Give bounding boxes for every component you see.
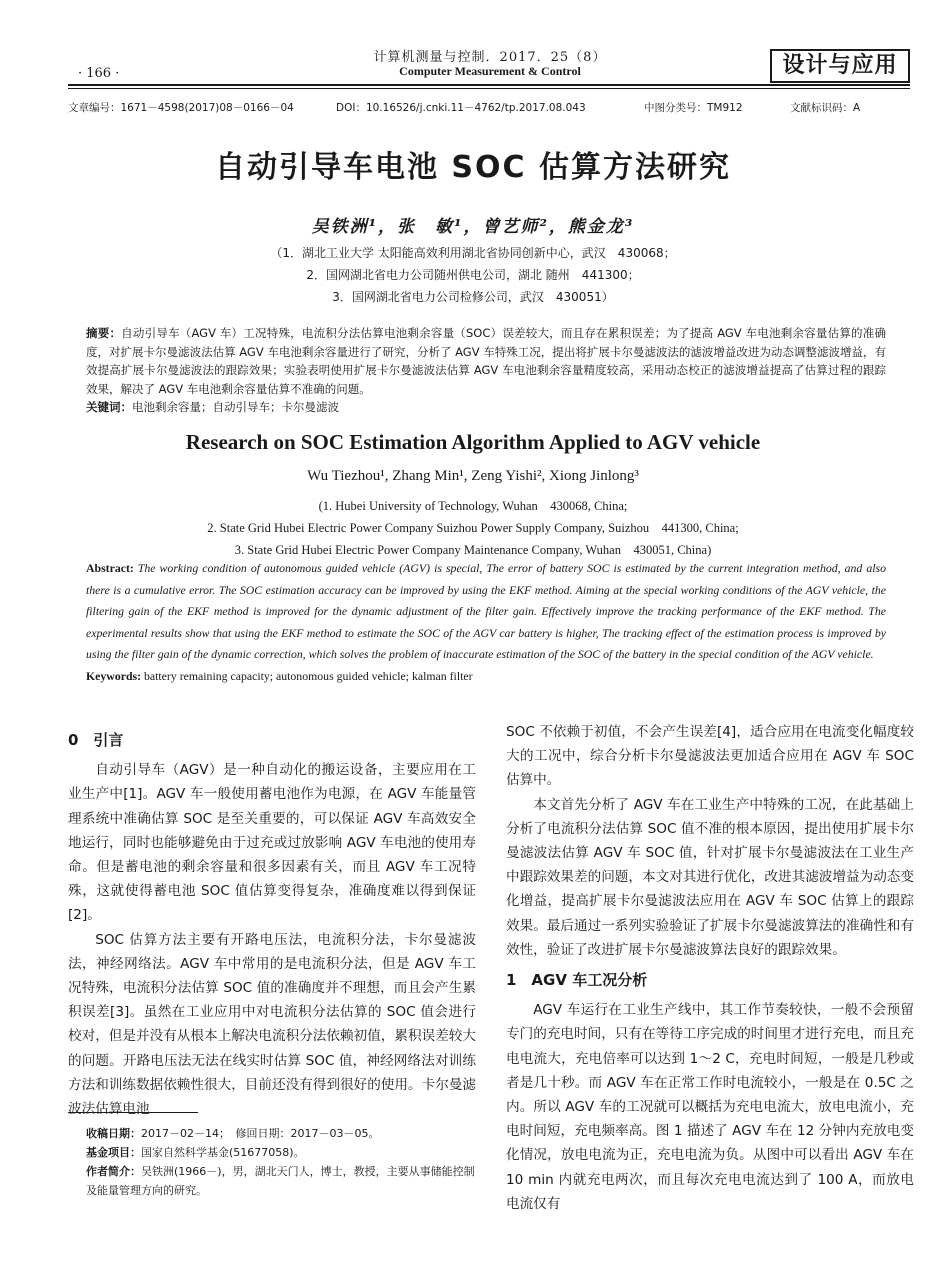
- keywords-zh-label: 关键词：: [86, 400, 132, 415]
- fund-info: 基金项目：国家自然科学基金(51677058)。: [86, 1146, 305, 1159]
- abstract-zh: [86, 324, 886, 417]
- body-paragraph: 自动引导车（AGV）是一种自动化的搬运设备，主要应用在工业生产中[1]。AGV 车一般使用蓄电池作为电源，在 AGV 车能量管理系统中准确估算 SOC 是至关重要的，可以保证 AGV 车高效安全地运行，同时也能够避免由于过充或过放影响 AGV 车电池的使用寿命。但是蓄电池的剩余容量和很多因素有关，而且 AGV 车工况特殊，这就使得蓄电池 SOC 值估算变得复杂，准确度难以得到保证[2]。: [68, 762, 476, 924]
- affiliation-en-3: 3. State Grid Hubei Electric Power Company Maintenance Company, Wuhan 430051, China): [234, 543, 712, 557]
- keywords-en: battery remaining capacity; autonomous guided vehicle; kalman filter: [141, 668, 473, 683]
- keywords-en-label: Keywords:: [86, 668, 142, 683]
- body-paragraph: SOC 不依赖于初值，不会产生误差[4]，适合应用在电流变化幅度较大的工况中，综合分析卡尔曼滤波法更加适合应用在 AGV 车 SOC 估算中。: [506, 724, 914, 789]
- affiliation-zh-1: （1．湖北工业大学 太阳能高效利用湖北省协同创新中心，武汉 430068；: [270, 246, 676, 260]
- clc-number: 中图分类号：TM912: [644, 102, 743, 114]
- abstract-zh-label: 摘要：: [86, 326, 122, 340]
- section-heading-1: 1 AGV 车工况分析: [506, 971, 648, 990]
- left-column: [68, 728, 476, 1121]
- footnotes: [86, 1124, 480, 1200]
- doi: DOI：10.16526/j.cnki.11－4762/tp.2017.08.043: [336, 102, 586, 114]
- received-date: 收稿日期：2017－02－14； 修回日期：2017－03－05。: [86, 1127, 380, 1140]
- abstract-en: [86, 558, 886, 687]
- author-bio: 作者简介：吴铁洲(1966－)，男，湖北天门人，博士，教授，主要从事储能控制及能量管理方向的研究。: [86, 1165, 475, 1197]
- body-paragraph: SOC 估算方法主要有开路电压法，电流积分法，卡尔曼滤波法，神经网络法。AGV 车中常用的是电流积分法，但是 AGV 车工况特殊，电流积分法估算 SOC 值的准确度并不理想，而且会产生累积误差[3]。虽然在工业应用中对电流积分法估算的 SOC 值会进行校对，但是并没有从根本上解决电流积分法依赖初值，累积误差较大的问题。开路电压法无法在线实时估算 SOC 值，神经网络法对训练方法和训练数据依赖性很大，目前还没有得到很好的使用。卡尔曼滤波法估算电池: [68, 931, 476, 1118]
- abstract-en-text: The working condition of autonomous guided vehicle (AGV) is special, The error of battery SOC is estimated by the current integration method, and also there is a cumulative error. The SOC estimation accuracy can be improved by using the EKF method. Aiming at the special working conditions of the AGV vehicle, the filtering gain of the EKF method is improved for the dynamic adjustment of the filter gain. Effectively improve the tracking performance of the EKF method. The experimental results show that using the EKF method to estimate the SOC of the AGV car battery is higher, The tracking effect of the estimation process is improved by using the filter gain of the dynamic correction, which solves the problem of inaccurate estimation of the SOC of the battery in the special condition of the AGV vehicle.: [86, 561, 886, 661]
- footnote-rule: [68, 1112, 198, 1113]
- authors-zh: 吴铁洲¹，张 敏¹，曾艺师²，熊金龙³: [311, 217, 635, 237]
- abstract-en-label: Abstract:: [86, 561, 134, 575]
- header-rule: [68, 84, 910, 86]
- affiliation-zh-2: 2．国网湖北省电力公司随州供电公司，湖北 随州 441300；: [306, 268, 640, 282]
- section-badge: 设计与应用: [770, 49, 910, 83]
- journal-title-en: Computer Measurement & Control: [399, 64, 581, 78]
- journal-title-zh: 计算机测量与控制．2017．25（8）: [373, 50, 607, 65]
- affiliation-en-1: (1. Hubei University of Technology, Wuhan 430068, China;: [318, 499, 628, 513]
- keywords-zh: 电池剩余容量；自动引导车；卡尔曼滤波: [132, 400, 339, 415]
- affiliation-en-2: 2. State Grid Hubei Electric Power Company Suizhou Power Supply Company, Suizhou 441300, China;: [207, 521, 739, 535]
- right-column: [506, 720, 914, 1216]
- section-heading-0: 0 引言: [68, 731, 124, 749]
- page-number: · 166 ·: [78, 66, 120, 81]
- abstract-zh-text: 自动引导车（AGV 车）工况特殊，电流积分法估算电池剩余容量（SOC）误差较大，而且存在累积误差；为了提高 AGV 车电池剩余容量估算的准确度，对扩展卡尔曼滤波法估算 AGV 车电池剩余容量进行了研究，分析了 AGV 车特殊工况，提出将扩展卡尔曼滤波法的滤波增益改进为动态调整滤波增益，有效提高扩展卡尔曼滤波法的跟踪效果；实验表明使用扩展卡尔曼滤波法估算 AGV 车电池剩余容量精度较高，采用动态校正的滤波增益提高了估算过程的跟踪效果，解决了 AGV 车电池剩余容量估算不准确的问题。: [86, 326, 886, 396]
- authors-en: Wu Tiezhou¹, Zhang Min¹, Zeng Yishi², Xiong Jinlong³: [307, 468, 639, 484]
- body-paragraph: 本文首先分析了 AGV 车在工业生产中特殊的工况，在此基础上分析了电流积分法估算 SOC 值不准的根本原因，提出使用扩展卡尔曼滤波法估算 AGV 车 SOC 值，针对扩展卡尔曼滤波法在工业生产中跟踪效果差的问题，本文对其进行优化，改进其滤波增益为动态变化增益，提高扩展卡尔曼滤波法应用在 AGV 车 SOC 估算上的跟踪效果。最后通过一系列实验验证了扩展卡尔曼滤波算法的准确性和有效性，验证了改进扩展卡尔曼滤波算法良好的跟踪效果。: [506, 796, 914, 958]
- body-paragraph: AGV 车运行在工业生产线中，其工作节奏较快，一般不会预留专门的充电时间，只有在等待工序完成的时间里才进行充电，而且充电电流大，充电倍率可以达到 1～2 C，充电时间短，一般是几秒或者是几十秒。而 AGV 车在正常工作时电流较小，一般是在 0.5C 之内。所以 AGV 车的工况就可以概括为充电电流大，放电电流小，充电时间短，充电频率高。图 1 描述了 AGV 车在 12 分钟内充放电变化情况，放电电流为正，充电电流为负。从图中可以看出 AGV 车在 10 min 内就充电两次，而且每次充电电流达到了 100 A，而放电电流仅有: [506, 1002, 914, 1212]
- header-rule-thin: [68, 88, 910, 89]
- document-code: 文献标识码：A: [790, 102, 861, 114]
- affiliation-zh-3: 3．国网湖北省电力公司检修公司，武汉 430051）: [332, 290, 614, 304]
- article-number: 文章编号：1671－4598(2017)08－0166－04: [68, 102, 294, 114]
- paper-title-zh: 自动引导车电池 SOC 估算方法研究: [214, 150, 731, 185]
- paper-title-en: Research on SOC Estimation Algorithm Applied to AGV vehicle: [185, 430, 761, 454]
